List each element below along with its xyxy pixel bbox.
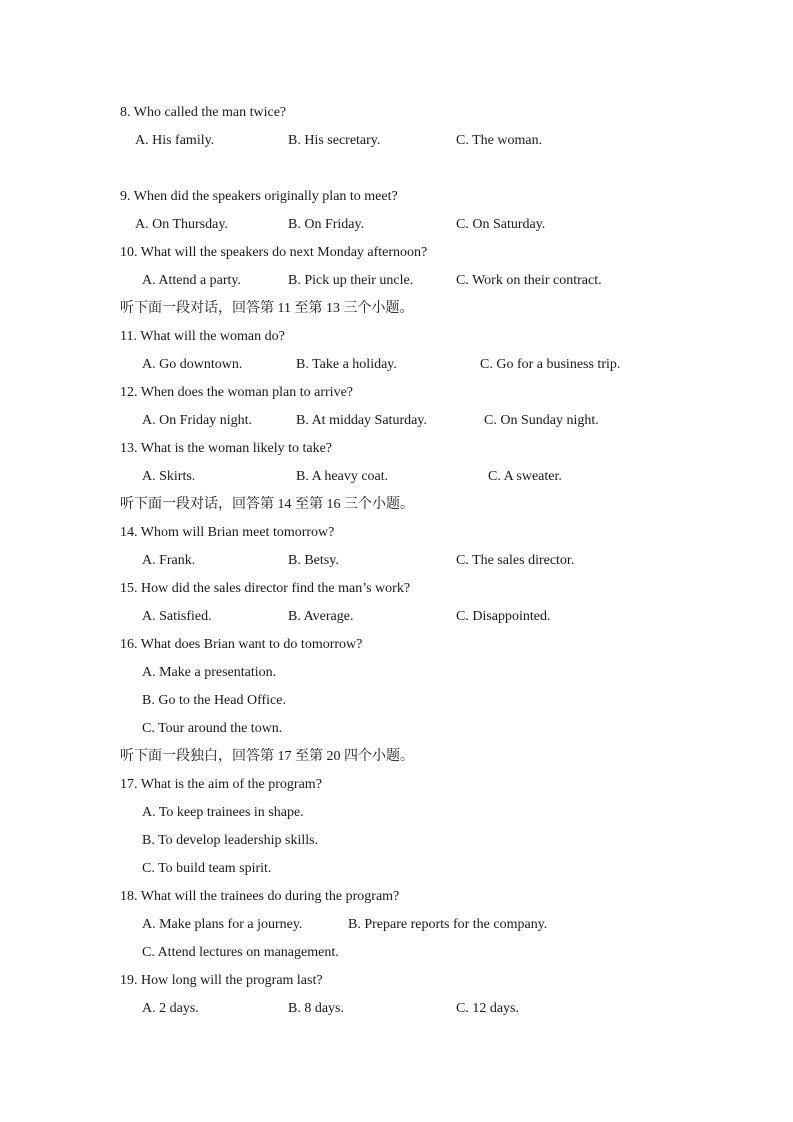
option-16c: C. Tour around the town. [142,721,283,736]
option-17b: B. To develop leadership skills. [142,833,319,848]
option-14b: B. Betsy. [288,553,339,568]
section-heading-1: 听下面一段对话，回答第 11 至第 13 三个小题。 [120,301,414,316]
option-10b: B. Pick up their uncle. [288,273,414,288]
question-16: 16. What does Brian want to do tomorrow? [120,637,363,652]
option-8c: C. The woman. [456,133,543,148]
question-10: 10. What will the speakers do next Monday afternoon? [120,245,428,260]
option-15a: A. Satisfied. [142,609,212,624]
option-9b: B. On Friday. [288,217,365,232]
option-18c: C. Attend lectures on management. [142,945,339,960]
option-19a: A. 2 days. [142,1001,199,1016]
option-16a: A. Make a presentation. [142,665,277,680]
option-13a: A. Skirts. [142,469,196,484]
question-17: 17. What is the aim of the program? [120,777,322,792]
question-19: 19. How long will the program last? [120,973,323,988]
option-8a: A. His family. [135,133,215,148]
option-9a: A. On Thursday. [135,217,228,232]
question-14: 14. Whom will Brian meet tomorrow? [120,525,335,540]
option-18b: B. Prepare reports for the company. [348,917,548,932]
question-12: 12. When does the woman plan to arrive? [120,385,354,400]
question-13: 13. What is the woman likely to take? [120,441,333,456]
option-12b: B. At midday Saturday. [296,413,427,428]
option-19c: C. 12 days. [456,1001,519,1016]
option-17c: C. To build team spirit. [142,861,272,876]
option-11a: A. Go downtown. [142,357,243,372]
option-12c: C. On Sunday night. [484,413,599,428]
option-14a: A. Frank. [142,553,196,568]
option-13b: B. A heavy coat. [296,469,389,484]
option-17a: A. To keep trainees in shape. [142,805,304,820]
option-10a: A. Attend a party. [142,273,242,288]
option-16b: B. Go to the Head Office. [142,693,286,708]
option-13c: C. A sweater. [488,469,562,484]
option-8b: B. His secretary. [288,133,381,148]
question-9: 9. When did the speakers originally plan to meet? [120,189,398,204]
option-11c: C. Go for a business trip. [480,357,621,372]
section-heading-2: 听下面一段对话，回答第 14 至第 16 三个小题。 [120,497,414,512]
question-11: 11. What will the woman do? [120,329,285,344]
question-18: 18. What will the trainees do during the program? [120,889,400,904]
option-10c: C. Work on their contract. [456,273,602,288]
option-19b: B. 8 days. [288,1001,344,1016]
option-12a: A. On Friday night. [142,413,253,428]
option-15c: C. Disappointed. [456,609,551,624]
option-15b: B. Average. [288,609,354,624]
option-18a: A. Make plans for a journey. [142,917,303,932]
option-14c: C. The sales director. [456,553,575,568]
option-11b: B. Take a holiday. [296,357,397,372]
question-15: 15. How did the sales director find the man’s work? [120,581,411,596]
section-heading-3: 听下面一段独白，回答第 17 至第 20 四个小题。 [120,749,414,764]
question-8: 8. Who called the man twice? [120,105,287,120]
option-9c: C. On Saturday. [456,217,546,232]
